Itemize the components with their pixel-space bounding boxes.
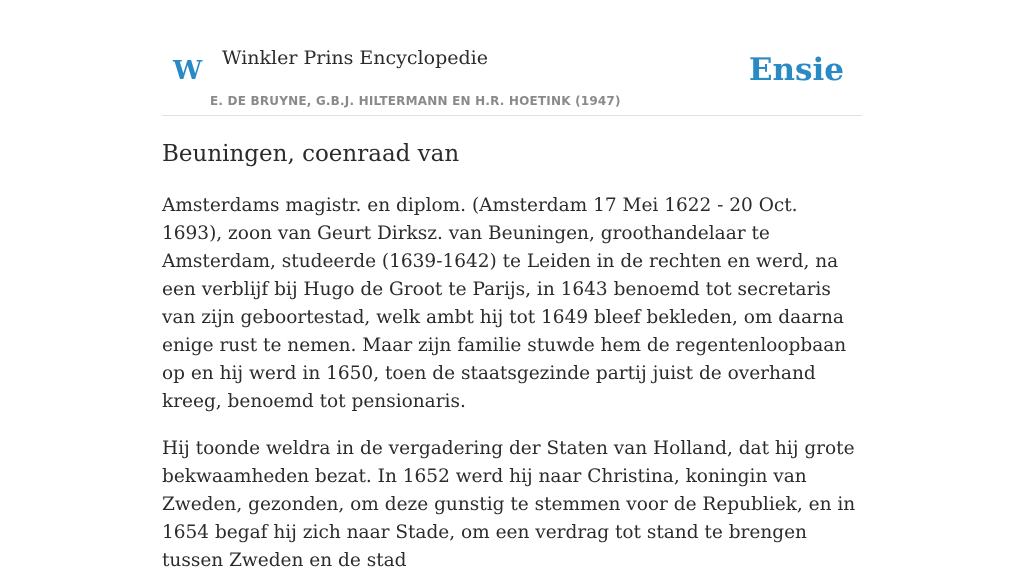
source-logo[interactable]: W	[173, 56, 203, 86]
brand-logo[interactable]: Ensie	[748, 52, 844, 88]
site-header	[162, 40, 862, 116]
article-paragraph: Amsterdams magistr. en diplom. (Amsterdam 17 Mei 1622 - 20 Oct. 1693), zoon van Geurt Dirksz. van Beuningen, groothandelaar te Amsterdam, studeerde (1639-1642) te Leiden in de rechten en werd, na een verblijf bij Hugo de Groot te Parijs, in 1643 benoemd tot secretaris van zijn geboortestad, welk ambt hij tot 1649 bleef bekleden, om daarna enige rust te nemen. Maar zijn familie stuwde hem de regentenloopbaan op en hij werd in 1650, toen de staatsgezinde partij juist de overhand kreeg, benoemd tot pensionaris.	[162, 195, 847, 412]
article	[162, 138, 862, 575]
article-title: Beuningen, coenraad van	[162, 141, 460, 167]
source-authors: E. DE BRUYNE, G.B.J. HILTERMANN EN H.R. HOETINK (1947)	[210, 94, 621, 108]
article-body	[162, 192, 862, 575]
article-paragraph: Hij toonde weldra in de vergadering der Staten van Holland, dat hij grote bekwaamheden bezat. In 1652 werd hij naar Christina, koningin van Zweden, gezonden, om deze gunstig te stemmen voor de Republiek, en in 1654 begaf hij zich naar Stade, om een verdrag tot stand te brengen tussen Zweden en de stad	[162, 438, 856, 571]
source-title[interactable]: Winkler Prins Encyclopedie	[222, 47, 488, 69]
